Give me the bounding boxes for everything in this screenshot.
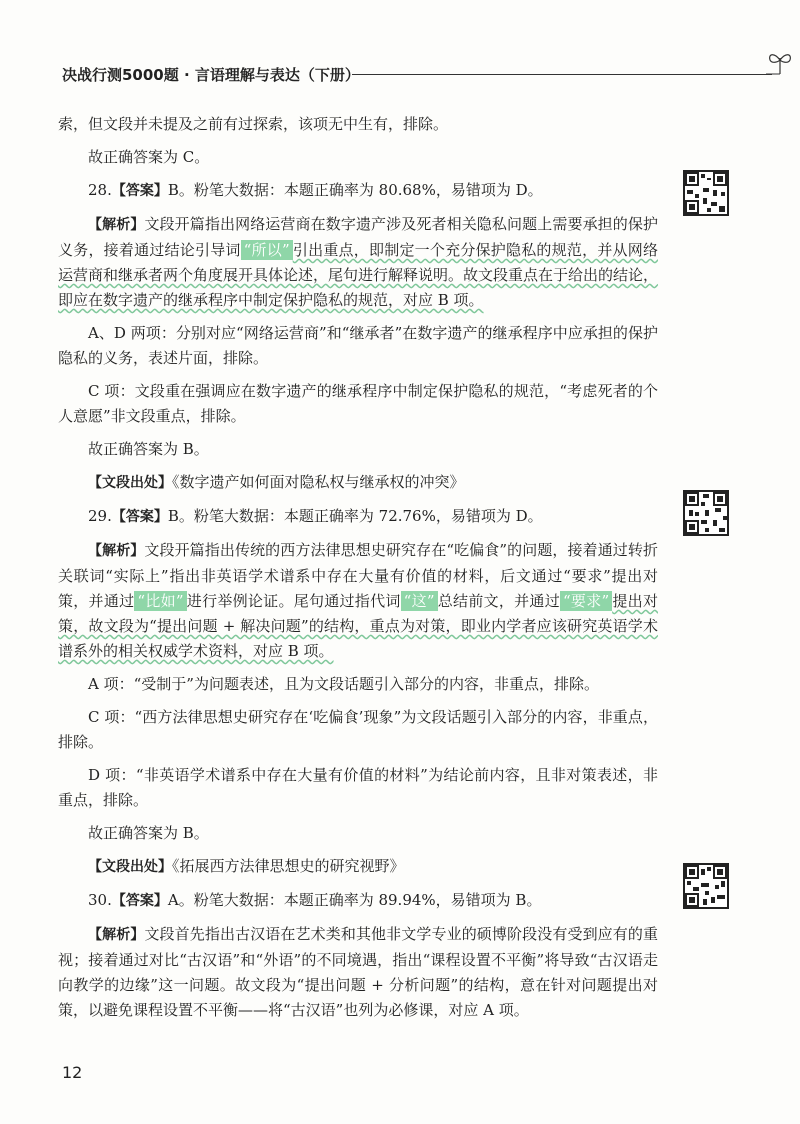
answer-line-30	[58, 888, 658, 914]
analysis-label: 【解析】	[88, 543, 145, 559]
source-29	[58, 854, 740, 880]
page-number: 12	[62, 1063, 83, 1082]
option-analysis: C 项：文段重在强调应在数字遗产的继承程序中制定保护隐私的规范，“考虑死者的个人意愿”非文段重点，排除。	[58, 382, 658, 425]
analysis-30	[58, 922, 658, 1023]
running-header	[62, 60, 742, 90]
question-number: 30.	[88, 891, 112, 909]
question-number: 28.	[88, 181, 112, 199]
source-text: 《拓展西方法律思想史的研究视野》	[172, 857, 405, 875]
conclusion: 故正确答案为 B。	[88, 824, 209, 842]
answer-label: 【答案】	[111, 509, 168, 525]
answer-label: 【答案】	[111, 183, 168, 199]
sprout-icon	[762, 48, 798, 78]
analysis-text: 文段开篇指出传统的西方法律思想史研究存在“吃偏食”的问题，接着通过转折关联词“实际上”指出非英语学术谱系中存在大量有价值的材料，后文通过“要求”提出对策，并通过	[58, 541, 659, 610]
source-label: 【文段出处】	[88, 475, 172, 491]
answer-label: 【答案】	[111, 893, 168, 909]
answer-line-28	[58, 178, 658, 204]
question-number: 29.	[88, 507, 112, 525]
analysis-label: 【解析】	[88, 217, 145, 233]
option-analysis: A 项：“受制于”为问题表述，且为文段话题引入部分的内容，非重点，排除。	[88, 675, 599, 693]
option-analysis: A、D 两项：分别对应“网络运营商”和“继承者”在数字遗产的继承程序中应承担的保护隐私的义务，表述片面，排除。	[58, 324, 658, 367]
analysis-29	[58, 538, 658, 664]
analysis-text: 文段开篇指出网络运营商在数字遗产涉及死者相关隐私问题上需要承担的保护义务，接着通过结论引导词	[58, 215, 658, 259]
paragraph: 故正确答案为 C。	[88, 148, 210, 166]
analysis-text: 进行举例论证。尾句通过指代词	[186, 592, 401, 610]
analysis-28	[58, 212, 658, 313]
keyword-highlight: “这”	[401, 591, 438, 611]
source-28	[58, 470, 740, 496]
paragraph: 索，但文段并未提及之前有过探索，该项无中生有，排除。	[58, 115, 449, 133]
answer-line-29	[58, 504, 658, 530]
analysis-text: 引出重点，即制定一个充分保护隐私的规范，并从网络运营商和继承者两个角度展开具体论述，尾句进行解释说明。故文段重点在于给出的结论，即应在数字遗产的继承程序中制定保护隐私的规范，对应 B 项。	[58, 241, 659, 309]
source-text: 《数字遗产如何面对隐私权与继承权的冲突》	[172, 473, 465, 491]
answer-text: B。粉笔大数据：本题正确率为 72.76%，易错项为 D。	[167, 507, 543, 525]
keyword-highlight: “要求”	[560, 591, 612, 611]
keyword-highlight: “比如”	[134, 591, 186, 611]
option-analysis: C 项：“西方法律思想史研究存在‘吃偏食’现象”为文段话题引入部分的内容，非重点，排除。	[58, 708, 658, 751]
analysis-label: 【解析】	[88, 927, 145, 943]
page-body	[58, 112, 740, 1031]
answer-text: A。粉笔大数据：本题正确率为 89.94%，易错项为 B。	[167, 891, 542, 909]
analysis-text: 提出对策，故文段为“提出问题 + 解决问题”的结构，重点为对策，即业内学者应该研究英语学术谱系外的相关权威学术资料，对应 B 项。	[58, 592, 658, 660]
conclusion: 故正确答案为 B。	[88, 440, 209, 458]
analysis-text: 总结前文，并通过	[437, 592, 560, 610]
keyword-highlight: “所以”	[241, 240, 293, 260]
analysis-text: 文段首先指出古汉语在艺术类和其他非文学专业的硕博阶段没有受到应有的重视；接着通过对比“古汉语”和“外语”的不同境遇，指出“课程设置不平衡”将导致“古汉语走向教学的边缘”这一问题。故文段为“提出问题 + 分析问题”的结构，意在针对问题提出对策，以避免课程设置不平衡——将“古汉语”也列为必修课，对应 A 项。	[58, 925, 658, 1019]
source-label: 【文段出处】	[88, 859, 172, 875]
option-analysis: D 项：“非英语学术谱系中存在大量有价值的材料”为结论前内容，且非对策表述，非重点，排除。	[58, 766, 658, 809]
answer-text: B。粉笔大数据：本题正确率为 80.68%，易错项为 D。	[167, 181, 543, 199]
book-title: 决战行测5000题 · 言语理解与表达（下册）	[62, 66, 360, 84]
header-rule	[352, 74, 772, 75]
